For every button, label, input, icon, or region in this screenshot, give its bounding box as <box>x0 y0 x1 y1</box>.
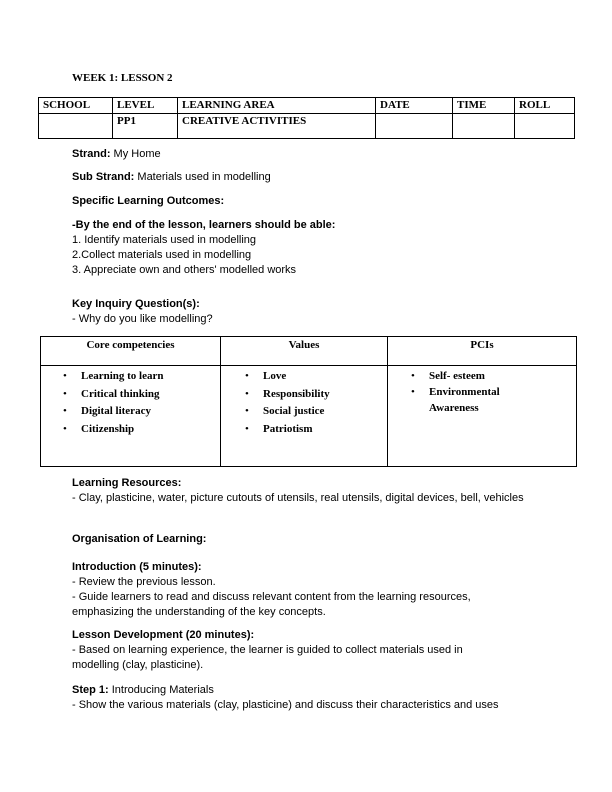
outcome-item: 2.Collect materials used in modelling <box>72 249 252 261</box>
value-item: • Social justice <box>263 403 387 421</box>
value-school <box>39 114 113 139</box>
sub-strand-value: Materials used in modelling <box>134 171 271 183</box>
core-competencies-cell <box>41 366 221 467</box>
introduction-line: - Review the previous lesson. <box>72 576 216 588</box>
lesson-development-section <box>72 628 512 673</box>
outcome-item: 3. Appreciate own and others' modelled works <box>72 264 297 276</box>
header-school: SCHOOL <box>39 98 113 114</box>
core-competency-item: • Citizenship <box>81 421 220 439</box>
strand-value: My Home <box>110 148 161 160</box>
core-competency-item: • Learning to learn <box>81 368 220 386</box>
sub-strand-line <box>72 170 271 185</box>
info-table-value-row <box>39 114 575 139</box>
header-date: DATE <box>376 98 453 114</box>
introduction-heading: Introduction (5 minutes): <box>72 561 202 573</box>
info-table-header-row <box>39 98 575 114</box>
value-item: • Patriotism <box>263 421 387 439</box>
core-competency-item: • Critical thinking <box>81 386 220 404</box>
strand-label: Strand: <box>72 148 111 160</box>
key-inquiry-heading: Key Inquiry Question(s): <box>72 298 200 310</box>
outcomes-section <box>72 218 335 278</box>
header-core-competencies: Core competencies <box>41 337 221 366</box>
strand-line <box>72 147 161 162</box>
step1-title: Introducing Materials <box>108 684 214 696</box>
value-learning-area: CREATIVE ACTIVITIES <box>178 114 376 139</box>
header-learning-area: LEARNING AREA <box>178 98 376 114</box>
key-inquiry-section <box>72 297 213 327</box>
competencies-table <box>40 336 577 467</box>
organisation-heading-text: Organisation of Learning: <box>72 533 207 545</box>
value-date <box>376 114 453 139</box>
values-list <box>221 368 387 438</box>
header-level: LEVEL <box>113 98 178 114</box>
lesson-title: WEEK 1: LESSON 2 <box>72 72 173 84</box>
sub-strand-label: Sub Strand: <box>72 171 135 183</box>
introduction-line: - Guide learners to read and discuss relevant content from the learning resources, emphasizing the understanding of the key concepts. <box>72 591 471 618</box>
key-inquiry-question: - Why do you like modelling? <box>72 313 213 325</box>
introduction-section <box>72 560 517 620</box>
header-values: Values <box>221 337 388 366</box>
header-roll: ROLL <box>515 98 575 114</box>
learning-resources-text: - Clay, plasticine, water, picture cutouts of utensils, real utensils, digital devices, bell, vehicles <box>72 492 524 504</box>
organisation-heading <box>72 532 206 547</box>
value-item: • Love <box>263 368 387 386</box>
step1-section <box>72 683 552 713</box>
pcis-list <box>388 368 539 416</box>
step1-label: Step 1: <box>72 684 109 696</box>
header-pcis: PCIs <box>388 337 577 366</box>
header-time: TIME <box>453 98 515 114</box>
value-item: • Responsibility <box>263 386 387 404</box>
core-competencies-list <box>41 368 220 438</box>
step1-text: - Show the various materials (clay, plasticine) and discuss their characteristics and uses <box>72 699 499 711</box>
value-roll <box>515 114 575 139</box>
lesson-development-heading: Lesson Development (20 minutes): <box>72 629 255 641</box>
outcome-item: 1. Identify materials used in modelling <box>72 234 257 246</box>
value-level: PP1 <box>113 114 178 139</box>
specific-outcomes-heading <box>72 194 224 209</box>
specific-outcomes-heading-text: Specific Learning Outcomes: <box>72 195 225 207</box>
values-cell <box>221 366 388 467</box>
pci-item: • Environmental Awareness <box>429 384 539 416</box>
competencies-header-row <box>41 337 577 366</box>
learning-resources-section <box>72 476 532 506</box>
competencies-body-row <box>41 366 577 467</box>
learning-resources-heading: Learning Resources: <box>72 477 182 489</box>
lesson-development-text: - Based on learning experience, the learner is guided to collect materials used in modelling (clay, plasticine). <box>72 644 463 671</box>
value-time <box>453 114 515 139</box>
outcomes-intro: -By the end of the lesson, learners should be able: <box>72 219 336 231</box>
core-competency-item: • Digital literacy <box>81 403 220 421</box>
pcis-cell <box>388 366 577 467</box>
lesson-info-table <box>38 97 575 139</box>
pci-item: • Self- esteem <box>429 368 539 384</box>
